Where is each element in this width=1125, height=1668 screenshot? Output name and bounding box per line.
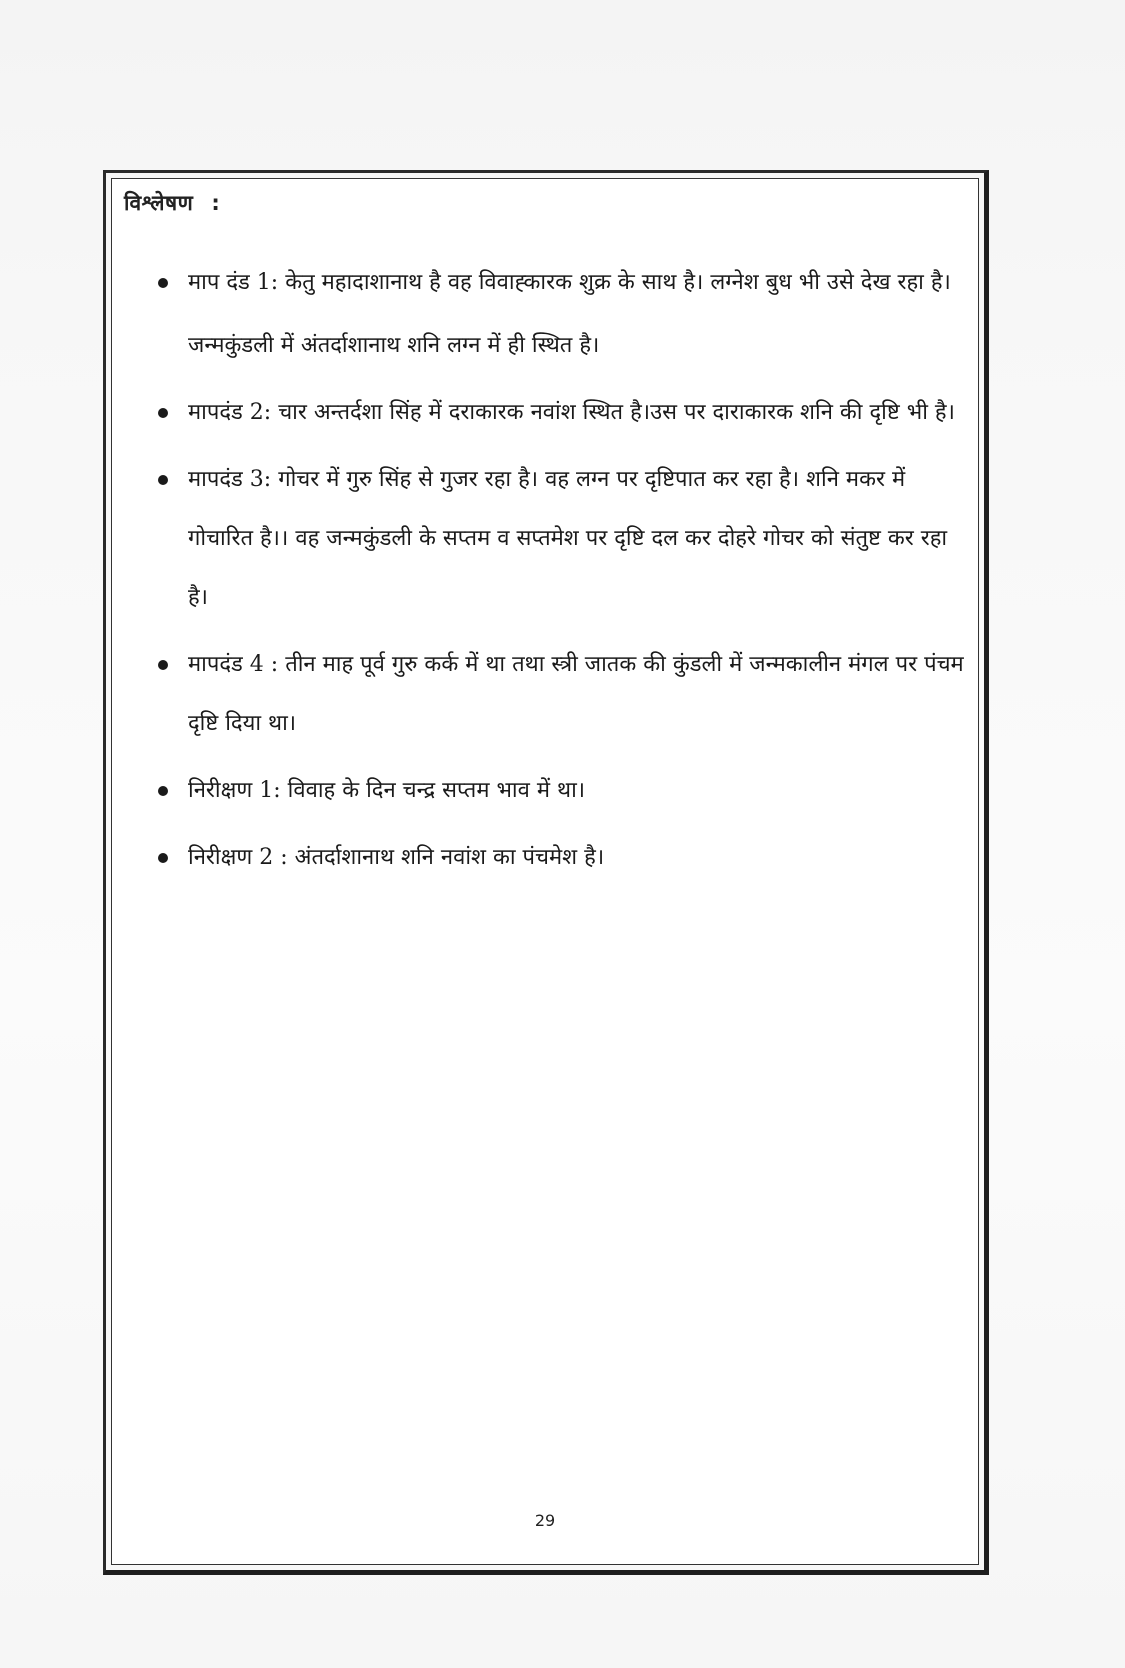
analysis-list	[112, 253, 978, 895]
page-number: 29	[534, 1511, 556, 1530]
list-item-text: मापदंड 3: गोचर में गुरु सिंह से गुजर रहा है। वह लग्न पर दृष्टिपात कर रहा है। शनि मकर में गोचारित है।। वह जन्मकुंडली के सप्तम व सप्तमेश पर दृष्टि दल कर दोहरे गोचर को संतुष्ट कर रहा है।	[188, 467, 948, 610]
bullet-icon	[158, 278, 168, 288]
list-item-text: निरीक्षण 1: विवाह के दिन चन्द्र सप्तम भाव में था।	[188, 778, 586, 803]
section-heading	[124, 189, 220, 217]
list-item	[112, 383, 978, 442]
list-item-extra-text: जन्मकुंडली में अंतर्दाशानाथ शनि लग्न में ही स्थित है।	[188, 333, 600, 358]
page-border-inner	[111, 178, 979, 1565]
list-item-text: मापदंड 2: चार अन्तर्दशा सिंह में दराकारक नवांश स्थित है।उस पर दाराकारक शनि की दृष्टि भी है।	[188, 400, 955, 425]
list-item-text: माप दंड 1: केतु महादाशानाथ है वह विवाह्कारक शुक्र के साथ है। लग्नेश बुध भी उसे देख रहा है।	[188, 270, 951, 295]
bullet-icon	[158, 786, 168, 796]
page-border-outer	[103, 170, 989, 1575]
bullet-icon	[158, 660, 168, 670]
list-item	[112, 828, 978, 887]
section-heading-text: विश्लेषण	[124, 191, 194, 215]
bullet-icon	[158, 853, 168, 863]
list-item-text: निरीक्षण 2 : अंतर्दाशानाथ शनि नवांश का पंचमेश है।	[188, 845, 605, 870]
list-item	[112, 450, 978, 627]
bullet-icon	[158, 475, 168, 485]
bullet-icon	[158, 408, 168, 418]
list-item	[112, 761, 978, 820]
list-item	[112, 635, 978, 753]
section-heading-colon: :	[211, 191, 221, 215]
list-item	[112, 253, 978, 375]
list-item-text: मापदंड 4 : तीन माह पूर्व गुरु कर्क में था तथा स्त्री जातक की कुंडली में जन्मकालीन मंगल पर पंचम दृष्टि दिया था।	[188, 652, 964, 736]
